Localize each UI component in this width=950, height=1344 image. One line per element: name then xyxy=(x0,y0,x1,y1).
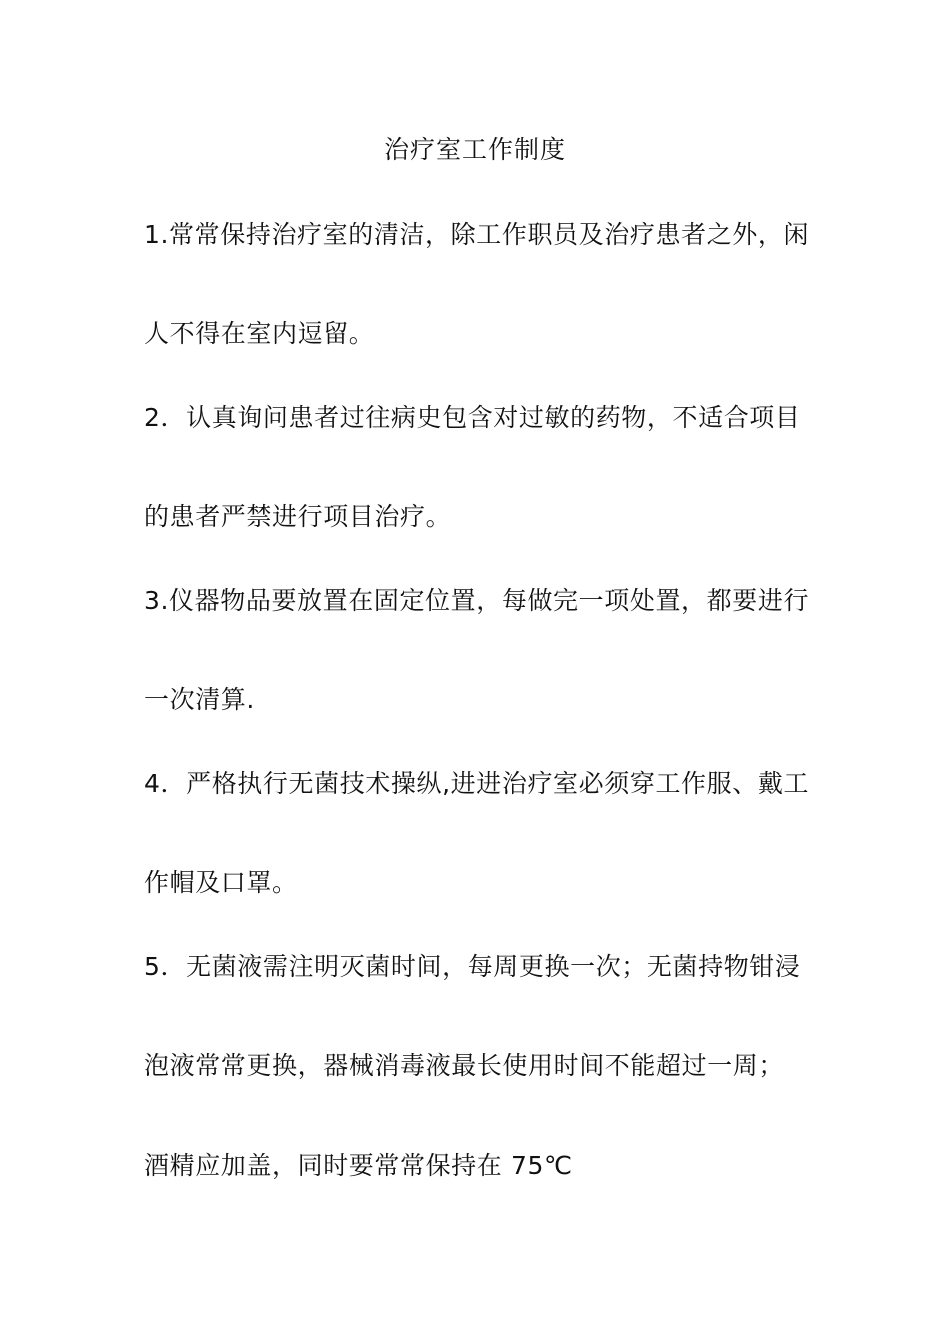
document-title: 治疗室工作制度 xyxy=(383,135,566,164)
rule-2-line-1: 2．认真询问患者过往病史包含对过敏的药物，不适合项目 xyxy=(144,403,801,432)
rule-3-line-2: 一次清算. xyxy=(144,685,255,714)
rule-2-line-2: 的患者严禁进行项目治疗。 xyxy=(144,502,452,531)
rule-1-line-1: 1.常常保持治疗室的清洁，除工作职员及治疗患者之外，闲 xyxy=(144,220,810,249)
rule-5-line-1: 5．无菌液需注明灭菌时间，每周更换一次；无菌持物钳浸 xyxy=(144,952,801,981)
rule-4-line-1: 4．严格执行无菌技术操纵,进进治疗室必须穿工作服、戴工 xyxy=(144,769,810,798)
rule-3-line-1: 3.仪器物品要放置在固定位置，每做完一项处置，都要进行 xyxy=(144,586,810,615)
rule-4-line-2: 作帽及口罩。 xyxy=(144,868,298,897)
rule-5-line-3: 酒精应加盖，同时要常常保持在 75℃ xyxy=(144,1151,573,1180)
rule-1-line-2: 人不得在室内逗留。 xyxy=(144,319,375,348)
rule-5-line-2: 泡液常常更换，器械消毒液最长使用时间不能超过一周； xyxy=(144,1051,785,1080)
